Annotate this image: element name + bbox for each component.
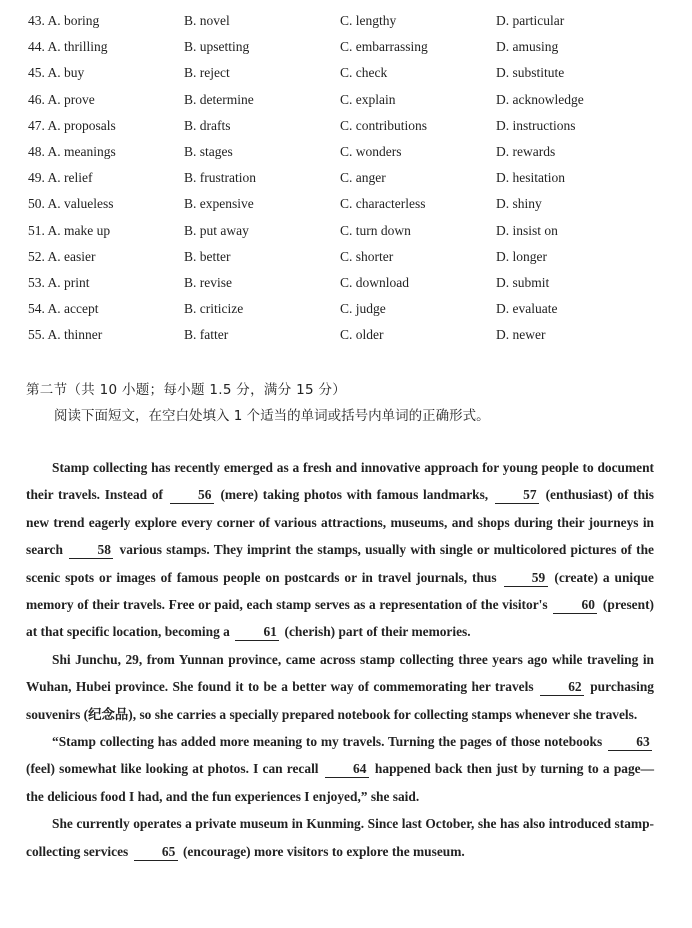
section-instruction: 阅读下面短文，在空白处填入 1 个适当的单词或括号内单词的正确形式。 (54, 408, 490, 424)
option-a: 47. A. proposals (28, 117, 116, 133)
option-row-49 (28, 167, 678, 193)
option-d: D. newer (496, 327, 546, 343)
option-a: 48. A. meanings (28, 143, 116, 159)
passage-text: (feel) somewhat like looking at photos. I can recall (26, 761, 319, 777)
passage-text: various stamps. They imprint the stamps, usually with single or multicolored pictures of the scenic spots or images of famous people on postcards or in travel journals, thus (26, 542, 654, 585)
option-b: B. stages (184, 143, 233, 159)
option-a: 44. A. thrilling (28, 39, 108, 55)
option-c: C. anger (340, 170, 386, 186)
option-row-45 (28, 62, 678, 88)
option-c: C. contributions (340, 117, 427, 133)
option-a: 52. A. easier (28, 248, 96, 264)
option-c: C. explain (340, 91, 396, 107)
option-b: B. reject (184, 65, 230, 81)
option-b: B. novel (184, 13, 230, 28)
passage-text: Stamp collecting has recently emerged as a fresh and innovative approach for young people to document their travels. Instead of (26, 460, 654, 503)
option-d: D. substitute (496, 65, 565, 81)
blank-64[interactable]: 64 (325, 761, 369, 778)
blank-60[interactable]: 60 (553, 597, 597, 614)
section-heading: 第二节（共 10 小题；每小题 1.5 分，满分 15 分） (26, 382, 347, 398)
option-a: 43. A. boring (28, 13, 100, 28)
multiple-choice-options (28, 10, 678, 350)
blank-62[interactable]: 62 (540, 679, 584, 696)
option-c: C. characterless (340, 196, 426, 212)
option-b: B. revise (184, 274, 232, 290)
option-a: 46. A. prove (28, 91, 95, 107)
passage-text: happened back then just by turning to a page—the delicious food I had, and the fun experiences I enjoyed,” she said. (26, 761, 654, 804)
option-b: B. drafts (184, 117, 231, 133)
option-c: C. turn down (340, 222, 411, 238)
option-b: B. expensive (184, 196, 254, 212)
option-row-52 (28, 246, 678, 272)
option-d: D. instructions (496, 117, 576, 133)
option-d: D. evaluate (496, 301, 558, 317)
blank-61[interactable]: 61 (235, 624, 279, 641)
passage-text: (cherish) part of their memories. (284, 624, 471, 640)
option-a: 51. A. make up (28, 222, 111, 238)
option-d: D. longer (496, 248, 547, 264)
option-c: C. wonders (340, 143, 402, 159)
passage-text: Shi Junchu, 29, from Yunnan province, came across stamp collecting three years ago while traveling in Wuhan, Hubei province. She found it to be a better way of commemorating her travels (26, 651, 654, 695)
option-row-44 (28, 36, 678, 62)
paragraph-1 (26, 454, 654, 646)
option-a: 49. A. relief (28, 170, 93, 186)
passage-text: (create) a unique memory of their travels. Free or paid, each stamp serves as a representation of the visitor's (26, 569, 654, 613)
option-a: 54. A. accept (28, 301, 99, 317)
option-c: C. lengthy (340, 13, 397, 28)
passage-text: (encourage) more visitors to explore the museum. (182, 843, 465, 859)
option-c: C. check (340, 65, 388, 81)
paragraph-4 (26, 810, 654, 865)
paragraph-2 (26, 646, 654, 728)
option-row-50 (28, 193, 678, 219)
option-c: C. embarrassing (340, 39, 428, 55)
option-b: B. put away (184, 222, 249, 238)
option-d: D. rewards (496, 143, 556, 159)
option-row-47 (28, 115, 678, 141)
blank-59[interactable]: 59 (504, 570, 548, 587)
option-d: D. hesitation (496, 170, 565, 186)
blank-58[interactable]: 58 (69, 542, 113, 559)
passage-text: purchasing souvenirs (纪念品), so she carries a specially prepared notebook for collecting stamps whenever she travels. (26, 679, 654, 722)
blank-65[interactable]: 65 (134, 844, 178, 861)
option-row-55 (28, 324, 678, 350)
option-c: C. older (340, 327, 384, 343)
passage-text: (present) at that specific location, becoming a (26, 597, 654, 640)
option-c: C. judge (340, 301, 386, 317)
option-b: B. better (184, 248, 231, 264)
option-a: 50. A. valueless (28, 196, 114, 212)
passage-text: (enthusiast) of this new trend eagerly explore every corner of various attractions, museums, and shops during their journeys in search (26, 487, 654, 558)
option-b: B. fatter (184, 327, 229, 343)
option-a: 45. A. buy (28, 65, 85, 81)
option-a: 53. A. print (28, 274, 90, 290)
option-b: B. upsetting (184, 39, 250, 55)
option-row-54 (28, 298, 678, 324)
option-row-46 (28, 89, 678, 115)
option-a: 55. A. thinner (28, 327, 103, 343)
option-d: D. submit (496, 274, 550, 290)
option-d: D. amusing (496, 39, 559, 55)
option-c: C. shorter (340, 248, 394, 264)
passage-text: “Stamp collecting has added more meaning to my travels. Turning the pages of those notebooks (52, 734, 603, 750)
option-row-48 (28, 141, 678, 167)
passage-text: (mere) taking photos with famous landmarks, (220, 487, 489, 503)
option-b: B. criticize (184, 301, 244, 317)
option-b: B. frustration (184, 170, 256, 186)
option-row-53 (28, 272, 678, 298)
option-c: C. download (340, 274, 409, 290)
passage-text: She currently operates a private museum in Kunming. Since last October, she has also introduced stamp-collecting services (26, 816, 654, 859)
option-d: D. insist on (496, 222, 558, 238)
blank-57[interactable]: 57 (495, 487, 539, 504)
option-d: D. particular (496, 13, 565, 28)
option-d: D. acknowledge (496, 91, 584, 107)
option-row-51 (28, 220, 678, 246)
reading-passage (26, 454, 654, 865)
option-b: B. determine (184, 91, 254, 107)
blank-63[interactable]: 63 (608, 734, 652, 751)
option-row-43 (28, 10, 678, 36)
blank-56[interactable]: 56 (170, 487, 214, 504)
option-d: D. shiny (496, 196, 542, 212)
paragraph-3 (26, 728, 654, 810)
